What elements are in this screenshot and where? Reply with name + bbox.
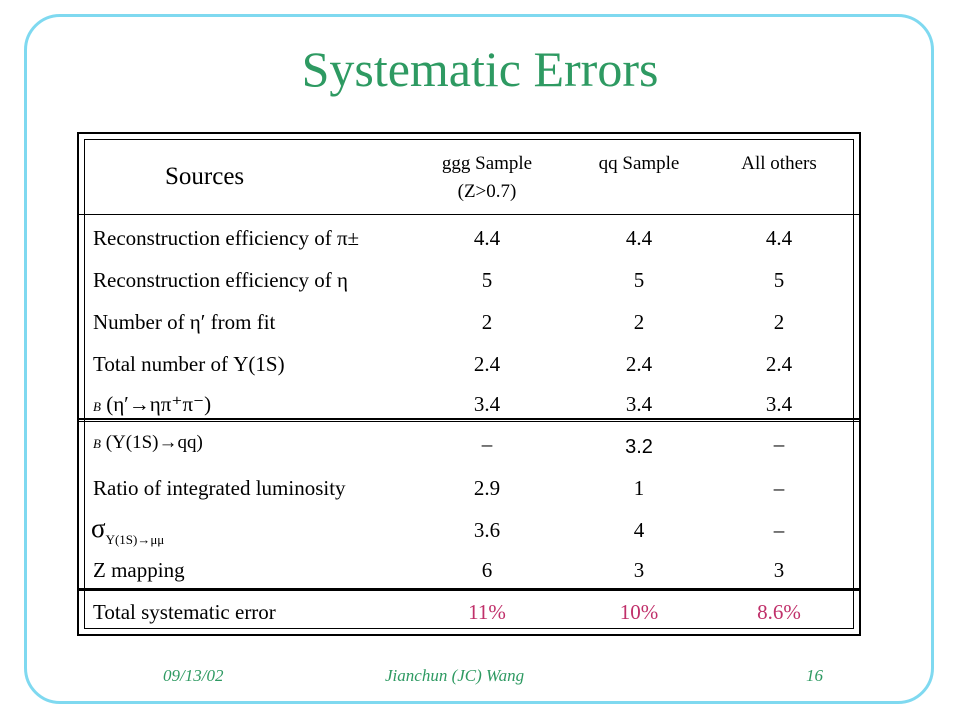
header-divider [79,214,859,215]
total-value-others: 8.6% [757,600,801,624]
row-value-ggg: 2 [481,310,493,334]
row-source-text: (η′→ηπ⁺π⁻) [106,392,212,416]
row-value-others: 2 [773,310,785,334]
row-value-ggg: 2.4 [473,352,501,376]
row-value-qq: 5 [633,268,645,292]
row-source [93,431,203,456]
row-value-qq: 4.4 [625,226,653,250]
row-source: Total number of Υ(1S) [93,352,285,376]
col-header-qq: qq Sample [598,153,680,174]
row-value-qq: 4 [633,518,645,542]
slide-title: Systematic Errors [301,41,659,97]
branching-ratio-symbol: B [93,399,101,414]
row-value-ggg: 3.6 [473,518,501,542]
row-source: Ratio of integrated luminosity [93,476,346,500]
row-value-ggg: 5 [481,268,493,292]
systematic-errors-table [77,132,861,636]
row-value-others: 2.4 [765,352,793,376]
row-value-others: – [773,476,785,500]
col-header-others: All others [741,153,817,174]
table-inner-border [84,139,854,629]
row-value-others: 5 [773,268,785,292]
row-source: Number of η′ from fit [93,310,276,334]
row-source: Reconstruction efficiency of η [93,268,348,292]
branching-ratio-symbol: B [93,436,101,451]
row-value-others: – [773,432,785,456]
row-value-ggg: 3.4 [473,392,501,416]
row-value-qq: 3 [633,558,645,582]
footer-author: Jianchun (JC) Wang [385,666,525,685]
total-value-ggg: 11% [468,600,506,624]
row-value-ggg: 6 [481,558,493,582]
total-row-source: Total systematic error [93,600,276,624]
sigma-subscript: Υ(1S)→μμ [105,532,165,547]
row-source [93,392,211,419]
footer-page-number: 16 [806,666,823,685]
total-value-qq: 10% [619,600,659,624]
section-divider-1b [79,421,859,422]
row-value-ggg: 2.9 [473,476,501,500]
row-value-qq: 2 [633,310,645,334]
row-value-qq: 2.4 [625,352,653,376]
row-value-ggg: – [481,432,493,456]
row-value-qq: 3.4 [625,392,653,416]
row-value-ggg: 4.4 [473,226,501,250]
section-divider-2 [79,588,859,591]
col-header-ggg-sub: (Z>0.7) [457,181,517,202]
sources-header: Sources [165,163,245,190]
row-source: Z mapping [93,558,185,582]
row-source: Reconstruction efficiency of π± [93,226,360,250]
row-source-text: (Υ(1S)→qq) [105,432,203,453]
sigma-symbol: σ [91,513,106,543]
row-value-others: 3.4 [765,392,793,416]
row-value-others: 4.4 [765,226,793,250]
row-value-qq: 1 [633,476,645,500]
footer-date: 09/13/02 [163,666,224,685]
row-value-others: – [773,518,785,542]
col-header-ggg: ggg Sample [441,153,533,174]
row-value-qq: 3.2 [625,436,653,458]
row-value-others: 3 [773,558,785,582]
row-source [91,513,165,547]
